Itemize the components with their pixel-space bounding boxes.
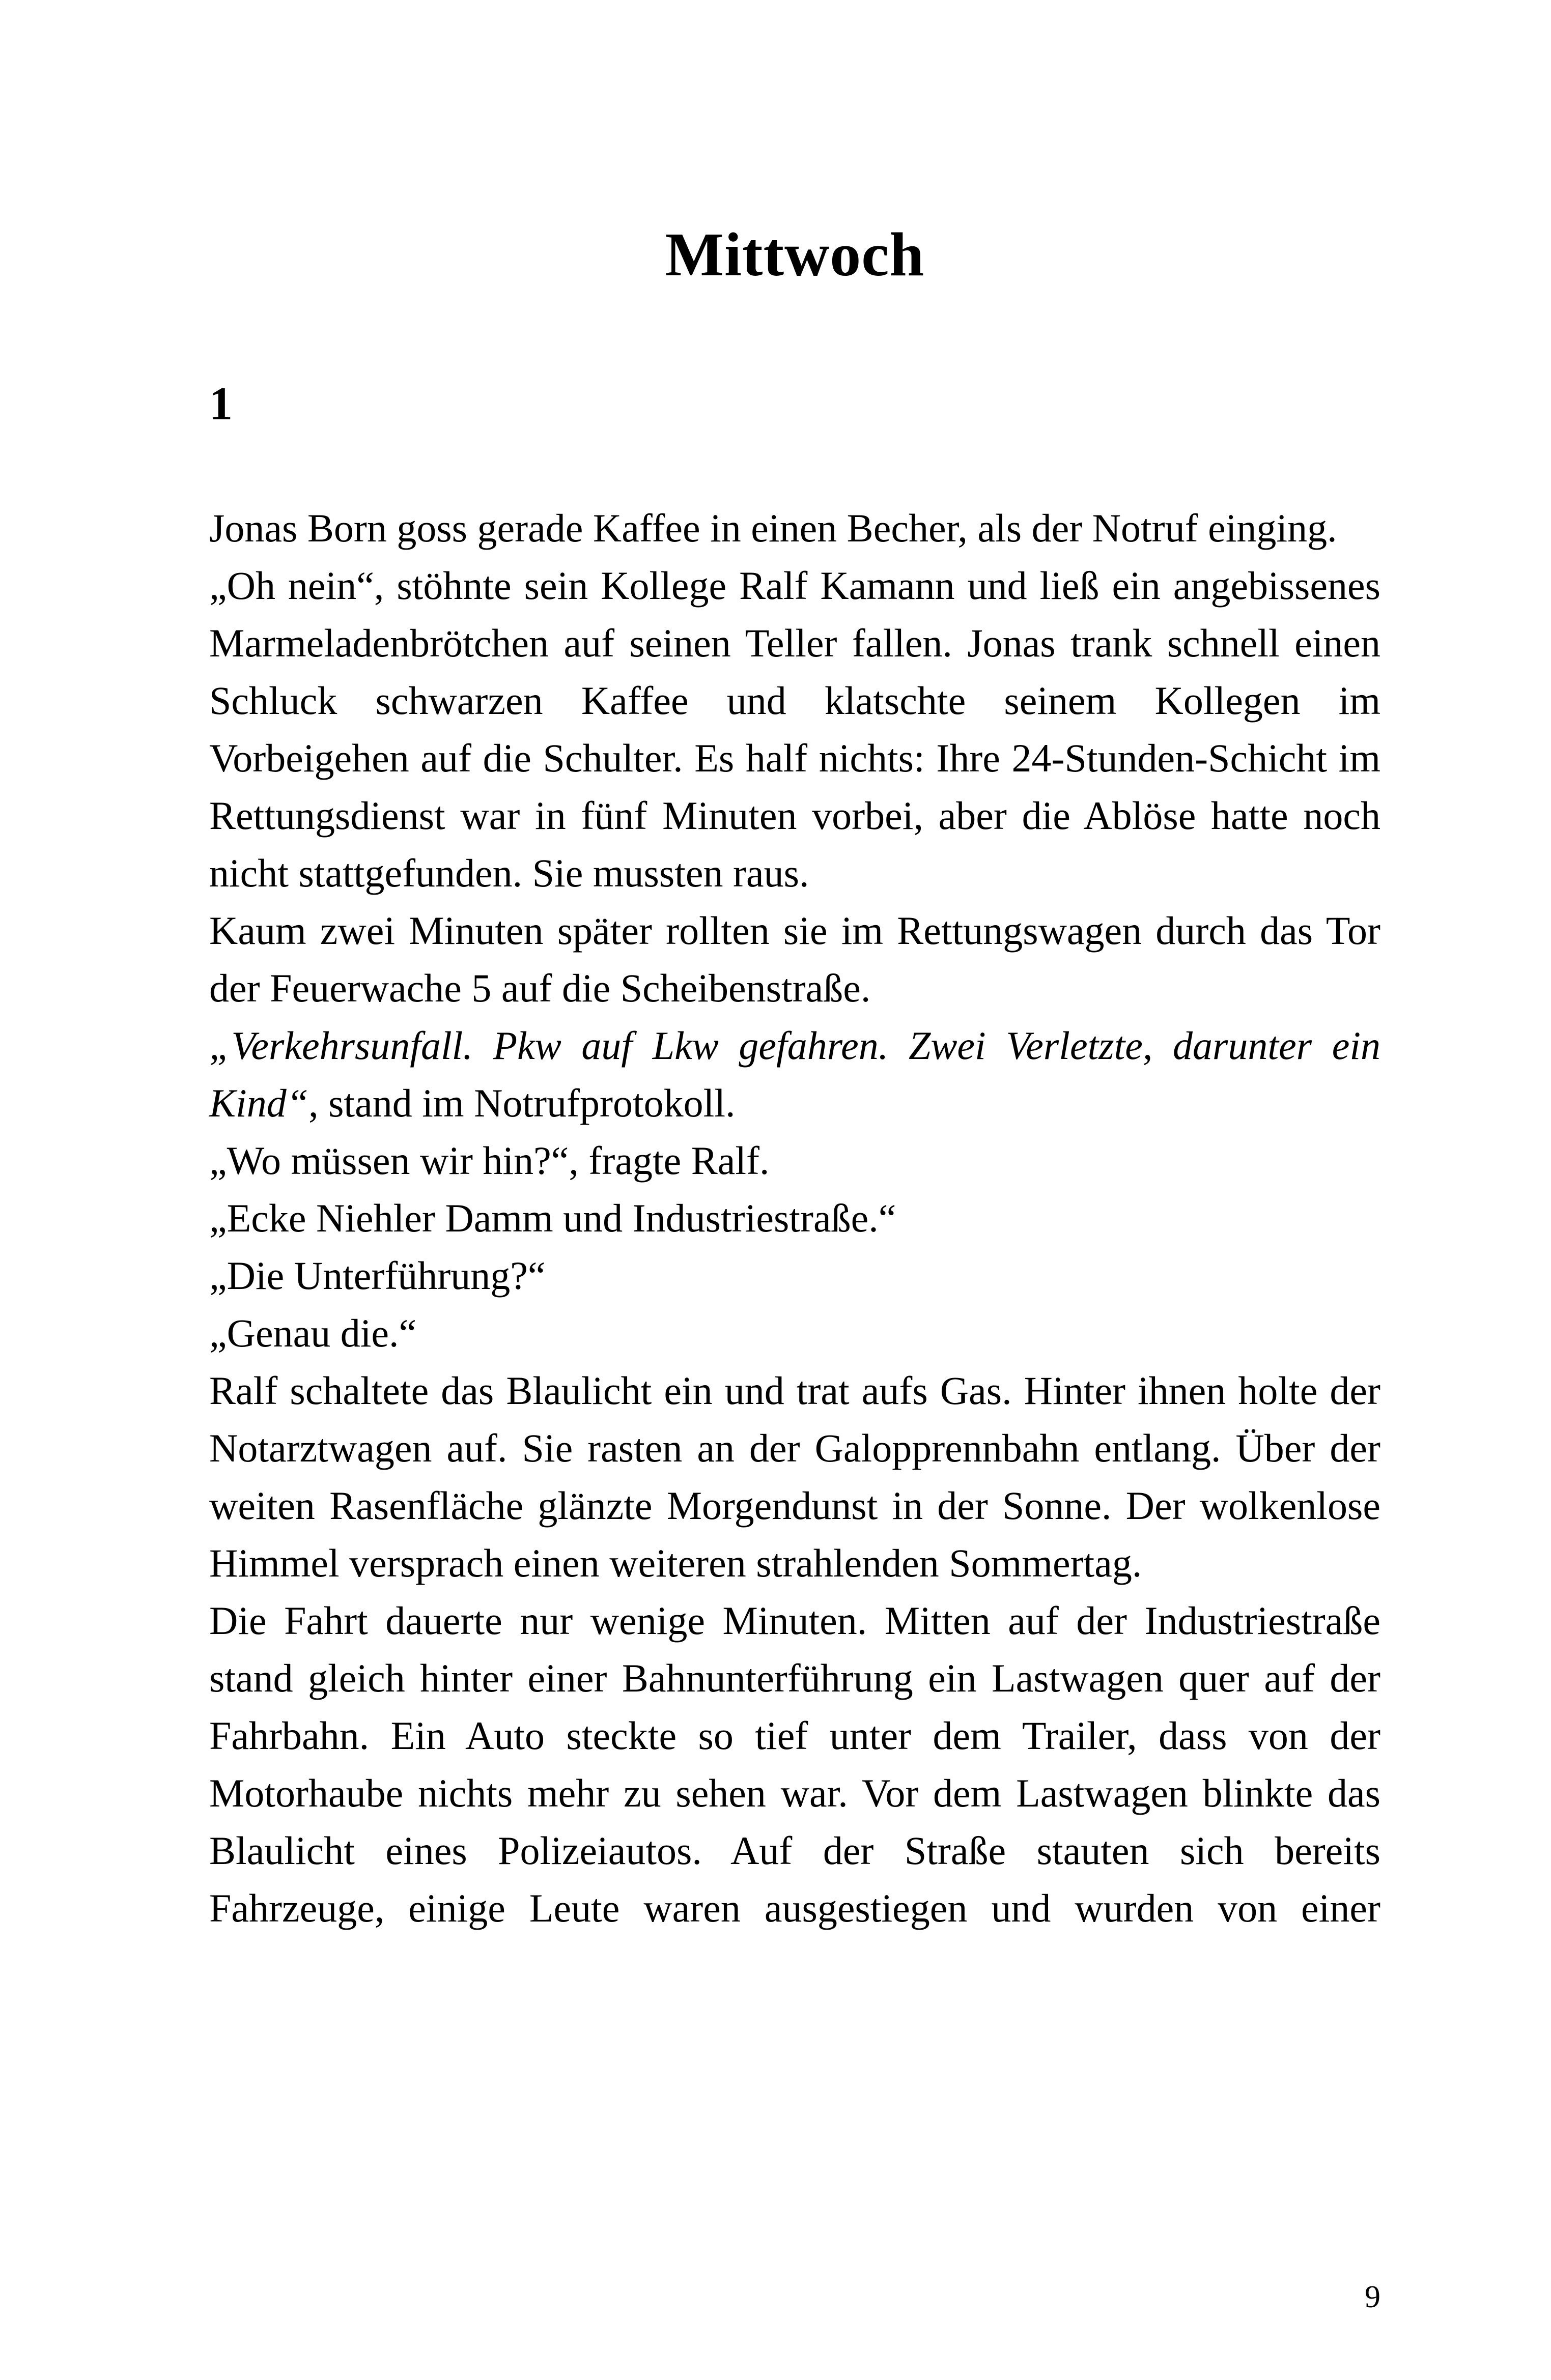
chapter-title: Mittwoch: [665, 220, 925, 289]
paragraph: Kaum zwei Minuten später rollten sie im Rettungswagen durch das Tor der Feuerwache 5 auf die Scheibenstraße.: [209, 908, 1380, 1010]
body-text: [209, 499, 1380, 1937]
page-number: 9: [1365, 2280, 1380, 2314]
paragraph: „Oh nein“, stöhnte sein Kollege Ralf Kamann und ließ ein angebissenes Marmeladenbrötchen auf seinen Teller fallen. Jonas trank schnell einen Schluck schwarzen Kaffee und klatschte seinem Kollegen im Vorbeigehen auf die Schulter. Es half nichts: Ihre 24-Stunden-Schicht im Rettungsdienst war in fünf Minuten vorbei, aber die Ablöse hatte noch nicht stattgefunden. Sie mussten raus.: [209, 563, 1380, 895]
emergency-protocol-italic-text: „Verkehrsunfall. Pkw auf Lkw gefahren. Zwei Verletzte, darunter ein Kind“: [209, 1023, 1380, 1125]
paragraph-emergency-protocol: [209, 1017, 1380, 1132]
paragraph: Die Fahrt dauerte nur wenige Minuten. Mitten auf der Industriestraße stand gleich hinter einer Bahnunterführung ein Lastwagen quer auf der Fahrbahn. Ein Auto steckte so tief unter dem Trailer, dass von der Motorhaube nichts mehr zu sehen war. Vor dem Lastwagen blinkte das Blaulicht eines Polizeiautos. Auf der Straße stauten sich bereits Fahrzeuge, einige Leute waren ausgestiegen und wurden von einer: [209, 1598, 1380, 1930]
paragraph: „Die Unterführung?“: [209, 1253, 546, 1298]
paragraph: „Wo müssen wir hin?“, fragte Ralf.: [209, 1138, 770, 1183]
paragraph: Ralf schaltete das Blaulicht ein und trat aufs Gas. Hinter ihnen holte der Notarztwagen auf. Sie rasten an der Galopprennbahn entlang. Über der weiten Rasenfläche glänzte Morgendunst in der Sonne. Der wolkenlose Himmel versprach einen weiteren strahlenden Sommertag.: [209, 1368, 1380, 1585]
emergency-protocol-regular-text: , stand im Notrufprotokoll.: [308, 1081, 736, 1125]
paragraph: „Genau die.“: [209, 1311, 417, 1355]
paragraph: Jonas Born goss gerade Kaffee in einen Becher, als der Notruf einging.: [209, 506, 1337, 550]
paragraph: „Ecke Niehler Damm und Industriestraße.“: [209, 1196, 896, 1240]
section-number: 1: [209, 378, 233, 429]
